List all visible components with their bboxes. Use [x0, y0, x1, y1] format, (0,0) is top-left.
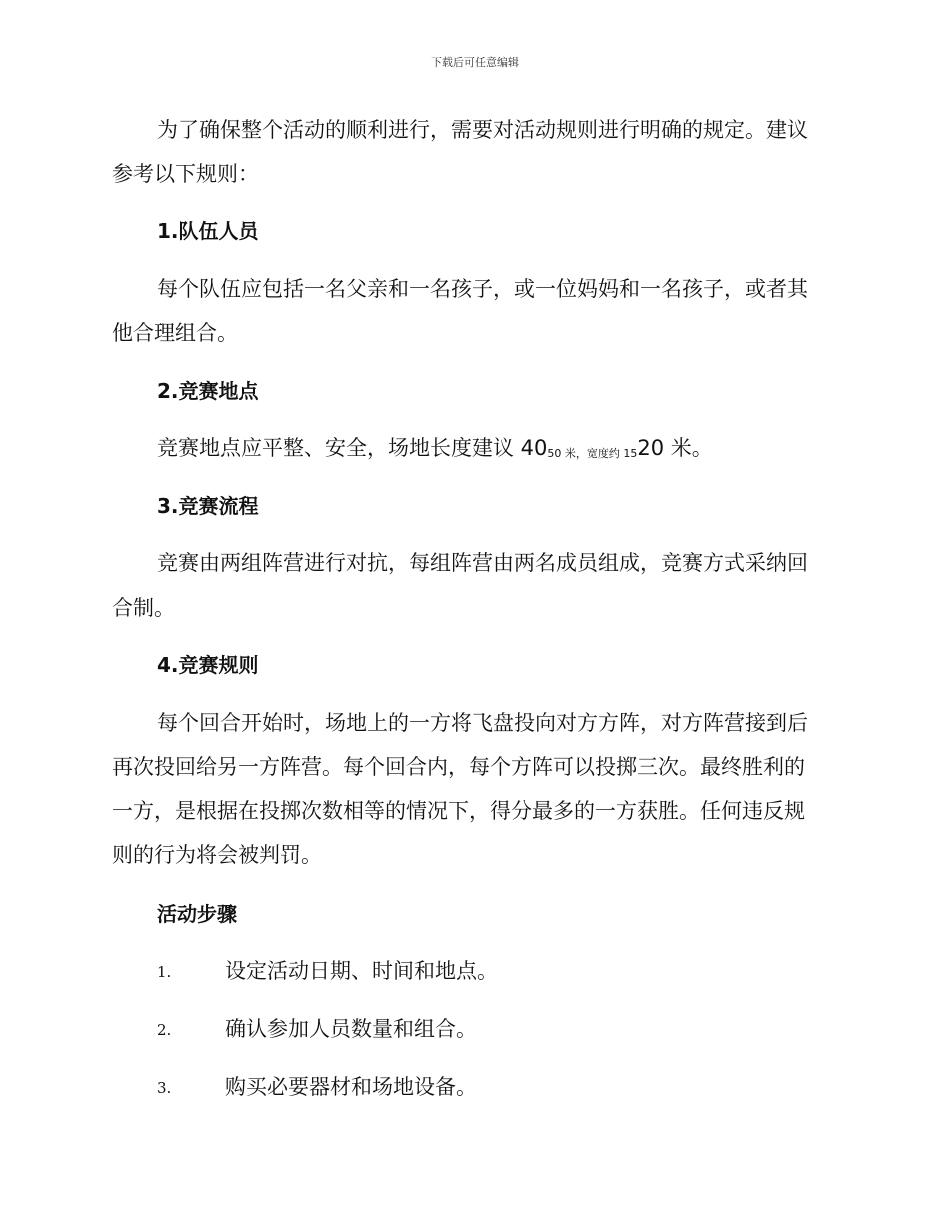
venue-text-small: 50 米，宽度约 15 — [547, 447, 638, 460]
section-heading-process: 3.竞赛流程 — [157, 494, 259, 518]
section-rules-line-2: 再次投回给另一方阵营。每个回合内，每个方阵可以投掷三次。最终胜利的 — [112, 755, 805, 779]
section-rules-line-1: 每个回合开始时，场地上的一方将飞盘投向对方方阵，对方阵营接到后 — [157, 711, 808, 735]
section-process-line-2: 合制。 — [112, 596, 175, 620]
intro-line-2: 参考以下规则： — [112, 162, 259, 186]
section-team-line-1: 每个队伍应包括一名父亲和一名孩子，或一位妈妈和一名孩子，或者其 — [157, 277, 808, 301]
venue-text-end: 20 米。 — [637, 436, 713, 460]
section-heading-team: 1.队伍人员 — [157, 219, 259, 243]
section-rules-line-4: 则的行为将会被判罚。 — [112, 843, 322, 867]
section-venue-line — [157, 434, 713, 468]
steps-heading: 活动步骤 — [157, 902, 237, 926]
section-team-line-2: 他合理组合。 — [112, 321, 238, 345]
venue-text-main: 竞赛地点应平整、安全，场地长度建议 40 — [157, 436, 548, 460]
step-number-2: 2. — [157, 1021, 172, 1039]
intro-line-1: 为了确保整个活动的顺利进行，需要对活动规则进行明确的规定。建议 — [157, 118, 808, 142]
step-number-1: 1. — [157, 963, 172, 981]
page-header-note: 下载后可任意编辑 — [431, 56, 519, 69]
step-text-1: 设定活动日期、时间和地点。 — [225, 959, 498, 983]
section-rules-line-3: 一方，是根据在投掷次数相等的情况下，得分最多的一方获胜。任何违反规 — [112, 799, 805, 823]
section-heading-rules: 4.竞赛规则 — [157, 653, 259, 677]
section-heading-venue: 2.竞赛地点 — [157, 379, 259, 403]
step-text-2: 确认参加人员数量和组合。 — [225, 1017, 477, 1041]
step-number-3: 3. — [157, 1079, 172, 1097]
step-text-3: 购买必要器材和场地设备。 — [225, 1075, 477, 1099]
section-process-line-1: 竞赛由两组阵营进行对抗，每组阵营由两名成员组成，竞赛方式采纳回 — [157, 551, 808, 575]
